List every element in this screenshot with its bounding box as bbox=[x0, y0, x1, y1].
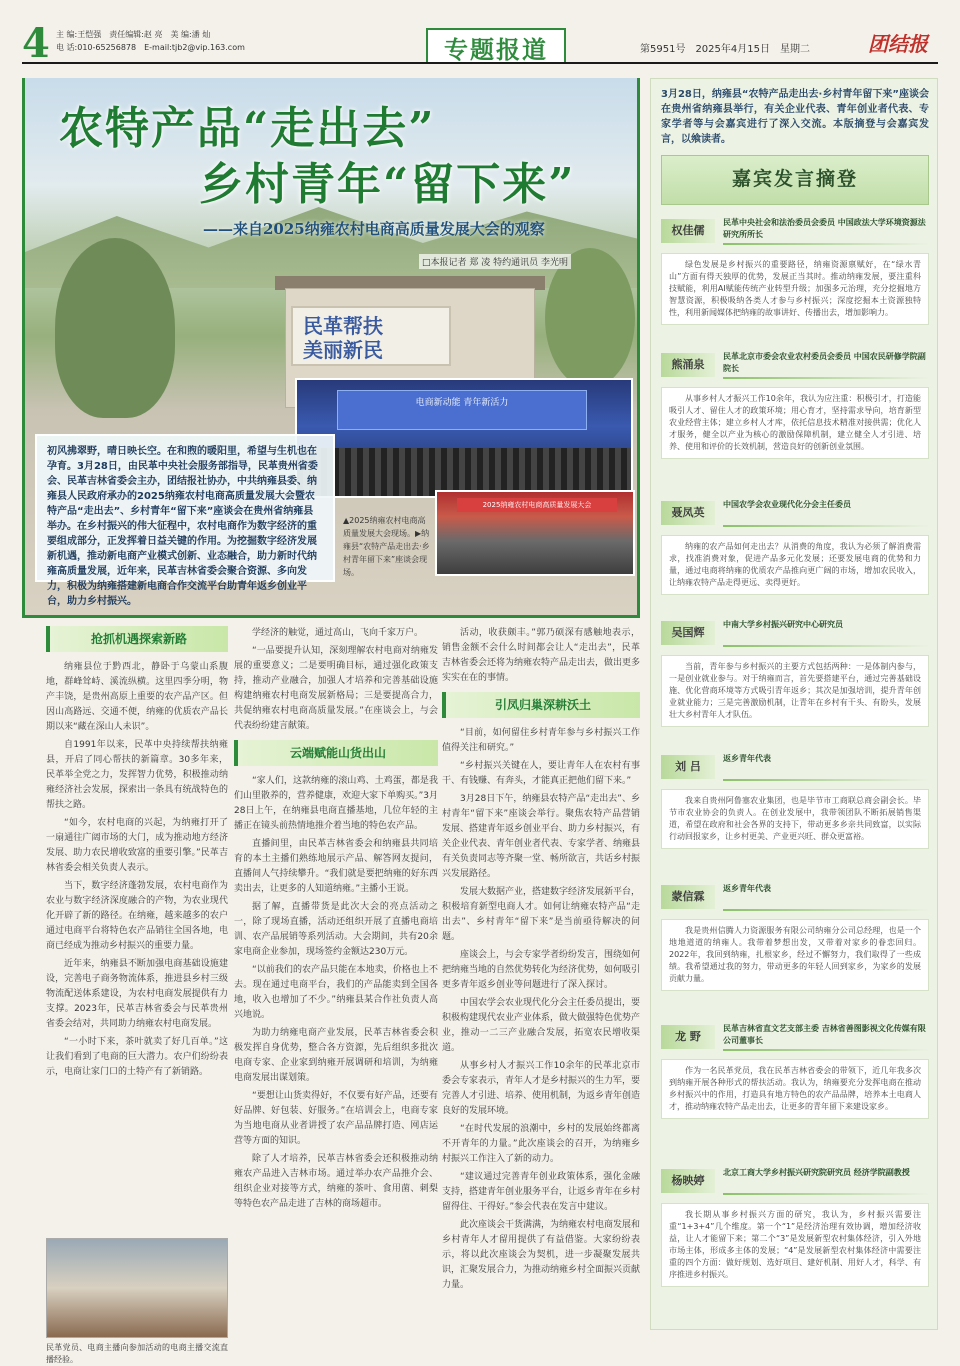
guest-entry bbox=[661, 213, 929, 325]
guest-name: 刘 吕 bbox=[661, 755, 715, 779]
paragraph: “一小时下来，茶叶就卖了好几百单。”这让我们看到了电商的巨大潜力。农户们纷纷表示，电商让家门口的土特产有了新销路。 bbox=[46, 1037, 228, 1077]
guest-remarks: 从事乡村人才振兴工作10余年，我认为应注重：积极引才，打造能吸引人才、留住人才的政策环境；用心育才，坚持需求导向，培育新型农业经营主体；建立乡村人才库，依托信息技术精准对接供需；优化人才服务，健全以产业为核心的激励保障机制，建立健全人才引进、培养、使用和评价的长效机制，营造良好的创新创业氛围。 bbox=[661, 387, 929, 459]
sidebar-banner-title: 嘉宾发言摘登 bbox=[731, 168, 858, 190]
tree-left bbox=[55, 238, 175, 418]
guest-remarks: 绿色发展是乡村振兴的重要路径，纳雍资源禀赋好，在“绿水青山”方面有得天独厚的优势，发展正当其时。推动纳雍发展，要注重科技赋能，利用AI赋能传统产业转型升级；加强多元治理，充分挖掘地方智慧资源，积极吸纳各类人才参与乡村振兴；深度挖掘本土资源独特性，利用新闻媒体把纳雍的故事讲好、传播出去，增加影响力。 bbox=[661, 253, 929, 325]
meeting-hall-photo bbox=[435, 490, 635, 576]
guest-name: 权佳儒 bbox=[661, 219, 715, 243]
guest-title: 民革吉林省直文艺支部主委 吉林省善图影视文化传媒有限公司董事长 bbox=[723, 1024, 926, 1045]
paragraph: 活动，收获颇丰。”郭乃硕深有感触地表示，销售金额不会什么时间都会让人“走出去”，民革吉林省委会还将为纳雍农特产品走出去，做出更多实实在在的事情。 bbox=[442, 628, 641, 683]
livestream-photo bbox=[46, 1238, 228, 1338]
guest-remarks: 纳雍的农产品如何走出去？从消费的角度，我认为必须了解消费需求，找准消费对象，促进产品多元化发展；还要发展电商的优势和力量，通过电商将纳雍的优质农产品推向更广阔的市场，增加农民收入，让纳雍农特产品走得更远、卖得更好。 bbox=[661, 535, 929, 595]
guest-entry bbox=[661, 1019, 929, 1119]
paragraph: 学经济的触觉，通过高山，飞向千家万户。 bbox=[252, 628, 424, 638]
guest-title: 返乡青年代表 bbox=[723, 754, 771, 763]
audience bbox=[297, 448, 631, 496]
newspaper-logo: 团结报 bbox=[868, 32, 928, 56]
guest-remarks: 我来自贵州阿鲁塞农业集团，也是毕节市工商联总商会副会长。毕节市农业协会的负责人。在创业发展中，我带领团队不断拓展销售渠道，希望在政府和社会各界的支持下，带动更多乡亲共同致富，以实际行动回报家乡，让乡村更美、产业更兴旺、群众更富裕。 bbox=[661, 789, 929, 849]
divider bbox=[723, 377, 929, 379]
divider bbox=[723, 243, 929, 245]
livestream-photo-caption: 民革党员、电商主播向参加活动的电商主播交流直播经验。 bbox=[46, 1343, 228, 1364]
lede-paragraph: 初风拂翠野，晴日映长空。在和煦的暖阳里，希望与生机也在孕育。3月28日，由民革中央社会服务部指导，民革贵州省委会、民革吉林省委会主办，团结报社协办，中共纳雍县委、纳雍县人民政府承办的2025纳雍农村电商高质量发展大会暨农特产品“走出去”、乡村青年“留下来”座谈会在贵州省纳雍县举办。在乡村振兴的伟大征程中，农村电商作为数字经济的重要组成部分，正发挥着日益关键的作用。为挖掘数字经济发展新机遇，推动新电商产业模式创新、业态融合，助力新时代纳雍高质量发展，近年来，民革吉林省委会聚合资源、多向发力，积极为纳雍搭建新电商合作交流平台助青年返乡创业平台，助力乡村振兴。 bbox=[35, 434, 335, 582]
subheadline: ——来自2025纳雍农村电商高质量发展大会的观察 bbox=[203, 220, 545, 238]
guest-remarks: 作为一名民革党员，我在民革吉林省委会的带领下，近几年我多次到纳雍开展各种形式的帮扶活动。我认为，纳雍要充分发挥电商在推动乡村振兴中的作用，打造具有地方特色的农产品品牌，培养本土电商人才，推动纳雍农特产品走出去，让更多的青年留下来建设家乡。 bbox=[661, 1059, 929, 1119]
guest-title: 返乡青年代表 bbox=[723, 884, 771, 893]
paragraph: “目前，如何留住乡村青年参与乡村振兴工作值得关注和研究。” bbox=[442, 728, 640, 753]
conference-stage-photo bbox=[295, 378, 633, 498]
village-sign bbox=[291, 306, 451, 366]
guest-entry bbox=[661, 615, 929, 727]
divider bbox=[723, 909, 929, 911]
guest-entry bbox=[661, 749, 929, 849]
article-column-3 bbox=[442, 626, 640, 1296]
guest-title: 民革中央社会和法治委员会委员 中国政法大学环境资源法研究所所长 bbox=[723, 218, 926, 239]
guest-title: 北京工商大学乡村振兴研究院研究员 经济学院副教授 bbox=[723, 1168, 910, 1177]
main-story bbox=[22, 78, 641, 1364]
headline-line-2: 乡村青年“留下来” bbox=[199, 159, 576, 210]
paragraph: “家人们，这款纳雍的滚山鸡、土鸡蛋，都是我们山里散养的，营养健康，欢迎大家下单购买。”3月28日上午，在纳雍县电商直播基地，几位年轻的主播正在镜头前热情地推介着当地的特色农产品。 bbox=[234, 776, 438, 831]
guest-name: 熊涌泉 bbox=[661, 353, 715, 377]
paragraph: 为助力纳雍电商产业发展，民革吉林省委会积极发挥自身优势，整合各方资源，先后组织多批次电商专家、企业家到纳雍开展调研和培训，为纳雍电商发展出谋划策。 bbox=[234, 1028, 438, 1083]
sidebar-intro: 3月28日，纳雍县“农特产品走出去·乡村青年留下来”座谈会在贵州省纳雍县举行，有关企业代表、青年创业者代表、专家学者等与会嘉宾进行了深入交流。本版摘登与会嘉宾发言，以飨读者。 bbox=[661, 89, 929, 145]
guest-entry bbox=[661, 879, 929, 991]
section-title: 专题报道 bbox=[426, 28, 566, 62]
paragraph: “建议通过完善青年创业政策体系，强化金融支持，搭建青年创业服务平台，让返乡青年在乡村留得住、干得好。”参会代表在发言中建议。 bbox=[442, 1172, 641, 1212]
editor-credits bbox=[56, 28, 245, 54]
credits-line-2: 电 话:010-65256878 E-mail:tjb2@vip.163.com bbox=[56, 43, 245, 52]
headline-line-1: 农特产品“走出去” bbox=[59, 103, 436, 154]
guest-title: 中南大学乡村振兴研究中心研究员 bbox=[723, 620, 843, 629]
guest-name: 龙 野 bbox=[661, 1025, 715, 1049]
guest-title: 民革北京市委会农业农村委员会委员 中国农民研修学院副院长 bbox=[723, 352, 926, 373]
paragraph: 从事乡村人才振兴工作10余年的民革北京市委会专家表示，青年人才是乡村振兴的生力军，要完善人才引进、培养、使用机制，为返乡青年创造良好的发展环境。 bbox=[442, 1061, 641, 1116]
hall-banner: 2025纳雍农村电商高质量发展大会 bbox=[457, 498, 617, 512]
paragraph: “以前我们的农产品只能在本地卖，价格也上不去。现在通过电商平台，我们的产品能卖到全国各地，收入也增加了不少。”纳雍县某合作社负责人高兴地说。 bbox=[234, 965, 438, 1020]
article-column-2 bbox=[234, 626, 438, 1215]
issue-info: 第5951号 2025年4月15日 星期二 bbox=[640, 44, 810, 55]
guest-name: 聂凤英 bbox=[661, 501, 715, 525]
guest-title: 中国农学会农业现代化分会主任委员 bbox=[723, 500, 851, 509]
sign-line-2: 美丽新民 bbox=[303, 338, 383, 362]
paragraph: 近年来，纳雍县不断加强电商基础设施建设，完善电子商务物流体系，推进县乡村三级物流配送体系建设，为农村电商发展提供有力支撑。2023年，民革吉林省委会与民革贵州省委会结对，共同助力纳雍农村电商发展。 bbox=[46, 959, 228, 1029]
paragraph: 据了解，直播带货是此次大会的亮点活动之一，除了现场直播，活动还组织开展了直播电商培训、农产品展销等系列活动。大会期间，共有20余家电商企业参加，现场签约金额达230万元。 bbox=[234, 902, 438, 957]
guest-entry bbox=[661, 495, 929, 595]
paragraph: “在时代发展的浪潮中，乡村的发展始终都离不开青年的力量。”此次座谈会的召开，为纳雍乡村振兴工作注入了新的动力。 bbox=[442, 1124, 640, 1164]
section-heading-3: 引凤归巢深耕沃土 bbox=[442, 692, 640, 718]
guest-name: 吴国辉 bbox=[661, 621, 715, 645]
guest-remarks: 我长期从事乡村振兴方面的研究，我认为，乡村振兴需要注重“1+3+4”几个维度。第一个“1”是经济治理有效协调，增加经济收益，让人才能留下来；第二个“3”是发展新型农村集体经济，引入外地市场主体，形成多主体的发展；“4”是发展新型农村集体经济中需要注重的四个方面：做好规划、选好项目、建好机制、用好人才，科学、有序推进乡村振兴。 bbox=[661, 1203, 929, 1287]
section-heading-1: 抢抓机遇探索新路 bbox=[46, 626, 228, 652]
guest-remarks: 我是贵州信腾人力资源服务有限公司纳雍分公司总经理，也是一个地地道道的纳雍人。我带着梦想出发，又带着对家乡的眷恋回归。2022年，我回到纳雍，扎根家乡，经过不懈努力，我们取得了一些成绩。我希望通过我的努力，带动更多的年轻人回到家乡，为家乡的发展贡献力量。 bbox=[661, 919, 929, 991]
paragraph: 中国农学会农业现代化分会主任委员提出，要积极构建现代农业产业体系，做大做强特色优势产业，推动一二三产业融合发展，拓宽农民增收渠道。 bbox=[442, 998, 641, 1053]
credits-line-1: 主 编:王恺强 责任编辑:赵 亮 美 编:潘 灿 bbox=[56, 30, 211, 39]
paragraph: 当下，数字经济蓬勃发展，农村电商作为农业与数字经济深度融合的产物，为农业现代化开辟了新的路径。在纳雍，越来越多的农户通过电商平台将特色农产品销往全国各地，电商已经成为推动乡村振兴的重要力量。 bbox=[46, 881, 228, 951]
hero-photo bbox=[22, 78, 640, 618]
article-column-1 bbox=[46, 626, 228, 1364]
paragraph: “一品要提升认知，深刻理解农村电商对纳雍发展的重要意义；二是要明确目标，通过强化政策支持，推动产业融合，加强人才培养和完善基础设施构建纳雍农村电商发展新格局；三是要提高合力，共促纳雍农村电商高质量发展。”在座谈会上，与会代表纷纷建言献策。 bbox=[234, 646, 438, 731]
paragraph: 纳雍县位于黔西北，静卧于乌蒙山系腹地，群峰耸峙、溪流纵横。这里四季分明，物产丰饶，是贵州高原上重要的农产品产区。但因山高路远、交通不便，纳雍的优质农产品长期以来“藏在深山人未识”。 bbox=[46, 662, 228, 732]
paragraph: “乡村振兴关键在人，要让青年人在农村有事干、有钱赚、有奔头，才能真正把他们留下来。” bbox=[442, 761, 640, 786]
divider bbox=[723, 1049, 929, 1051]
sidebar-banner bbox=[661, 155, 929, 205]
masthead bbox=[22, 20, 938, 67]
paragraph: 座谈会上，与会专家学者纷纷发言，围绕如何把纳雍当地的自然优势转化为经济优势，如何吸引更多青年返乡创业等问题进行了深入探讨。 bbox=[442, 950, 641, 990]
photo-caption: ▲2025纳雍农村电商高质量发展大会现场。▶纳雍县“农特产品走出去·乡村青年留下来”座谈会现场。 bbox=[343, 516, 430, 577]
divider bbox=[723, 645, 929, 647]
byline: □本报记者 郑 凌 特约通讯员 李光明 bbox=[419, 254, 571, 269]
paragraph: 发展大数据产业，搭建数字经济发展新平台，积极培育新型电商人才。如何让纳雍农特产品“走出去”、乡村青年“留下来”是当前亟待解决的问题。 bbox=[442, 887, 641, 942]
guest-entry bbox=[661, 1163, 929, 1287]
section-heading-2: 云端赋能山货出山 bbox=[234, 740, 438, 766]
divider bbox=[723, 1193, 929, 1195]
guest-remarks-sidebar bbox=[650, 78, 938, 1330]
paragraph: “如今，农村电商的兴起，为纳雍打开了一扇通往广阔市场的大门，成为推动地方经济发展、助力农民增收致富的重要引擎。”民革吉林省委会相关负责人表示。 bbox=[46, 818, 228, 873]
guest-remarks: 当前，青年参与乡村振兴的主要方式包括两种：一是体制内参与，一是创业就业参与。对于纳雍而言，首先要搭建平台，通过完善基础设施、优化营商环境等方式吸引青年返乡；其次是加强培训，提升青年创业就业能力；三是完善激励机制，让青年在乡村有干头、有盼头，发展壮大乡村青年人才队伍。 bbox=[661, 655, 929, 727]
paragraph: 自1991年以来，民革中央持续帮扶纳雍县，开启了同心帮扶的新篇章。30多年来，民革举全党之力，发挥智力优势，积极推动纳雍经济社会发展，探索出一条具有统战特色的帮扶之路。 bbox=[46, 740, 228, 810]
divider bbox=[723, 525, 929, 527]
paragraph: 除了人才培养，民革吉林省委会还积极推动纳雍农产品进入吉林市场。通过举办农产品推介会、组织企业对接等方式，纳雍的茶叶、食用菌、刺梨等特色农产品走进了吉林的商场超市。 bbox=[234, 1154, 438, 1209]
guest-entry bbox=[661, 347, 929, 459]
page-number: 4 bbox=[22, 20, 50, 67]
paragraph: 3月28日下午，纳雍县农特产品“走出去”、乡村青年“留下来”座谈会举行。聚焦农特产品营销发展、搭建青年返乡创业平台、助力乡村振兴，有关企业代表、青年创业者代表、专家学者、纳雍县有关负责同志等齐聚一堂、畅所欲言，共话乡村振兴发展路径。 bbox=[442, 794, 641, 879]
sign-line-1: 民革帮扶 bbox=[303, 314, 383, 338]
paragraph: “要想让山货卖得好，不仅要有好产品，还要有好品牌、好包装、好服务。”在培训会上，电商专家为当地电商从业者讲授了农产品品牌打造、网店运营等方面的知识。 bbox=[234, 1091, 438, 1146]
stage-screen: 电商新动能 青年新活力 bbox=[337, 390, 587, 430]
tree-right bbox=[545, 248, 635, 388]
paragraph: 此次座谈会干货满满，为纳雍农村电商发展和乡村青年人才留用提供了有益借鉴。大家纷纷表示，将以此次座谈会为契机，进一步凝聚发展共识，汇聚发展合力，为推动纳雍乡村全面振兴贡献力量。 bbox=[442, 1220, 641, 1290]
guest-name: 蒙信霖 bbox=[661, 885, 715, 909]
guest-name: 杨映婷 bbox=[661, 1169, 715, 1193]
paragraph: 直播间里，由民革吉林省委会和纳雍县共同培育的本土主播们熟练地展示产品、解答网友提问，直播间人气持续攀升。“我们就是要把纳雍的好东西卖出去，让更多的人知道纳雍。”主播小王说。 bbox=[234, 839, 438, 894]
divider bbox=[723, 779, 929, 781]
